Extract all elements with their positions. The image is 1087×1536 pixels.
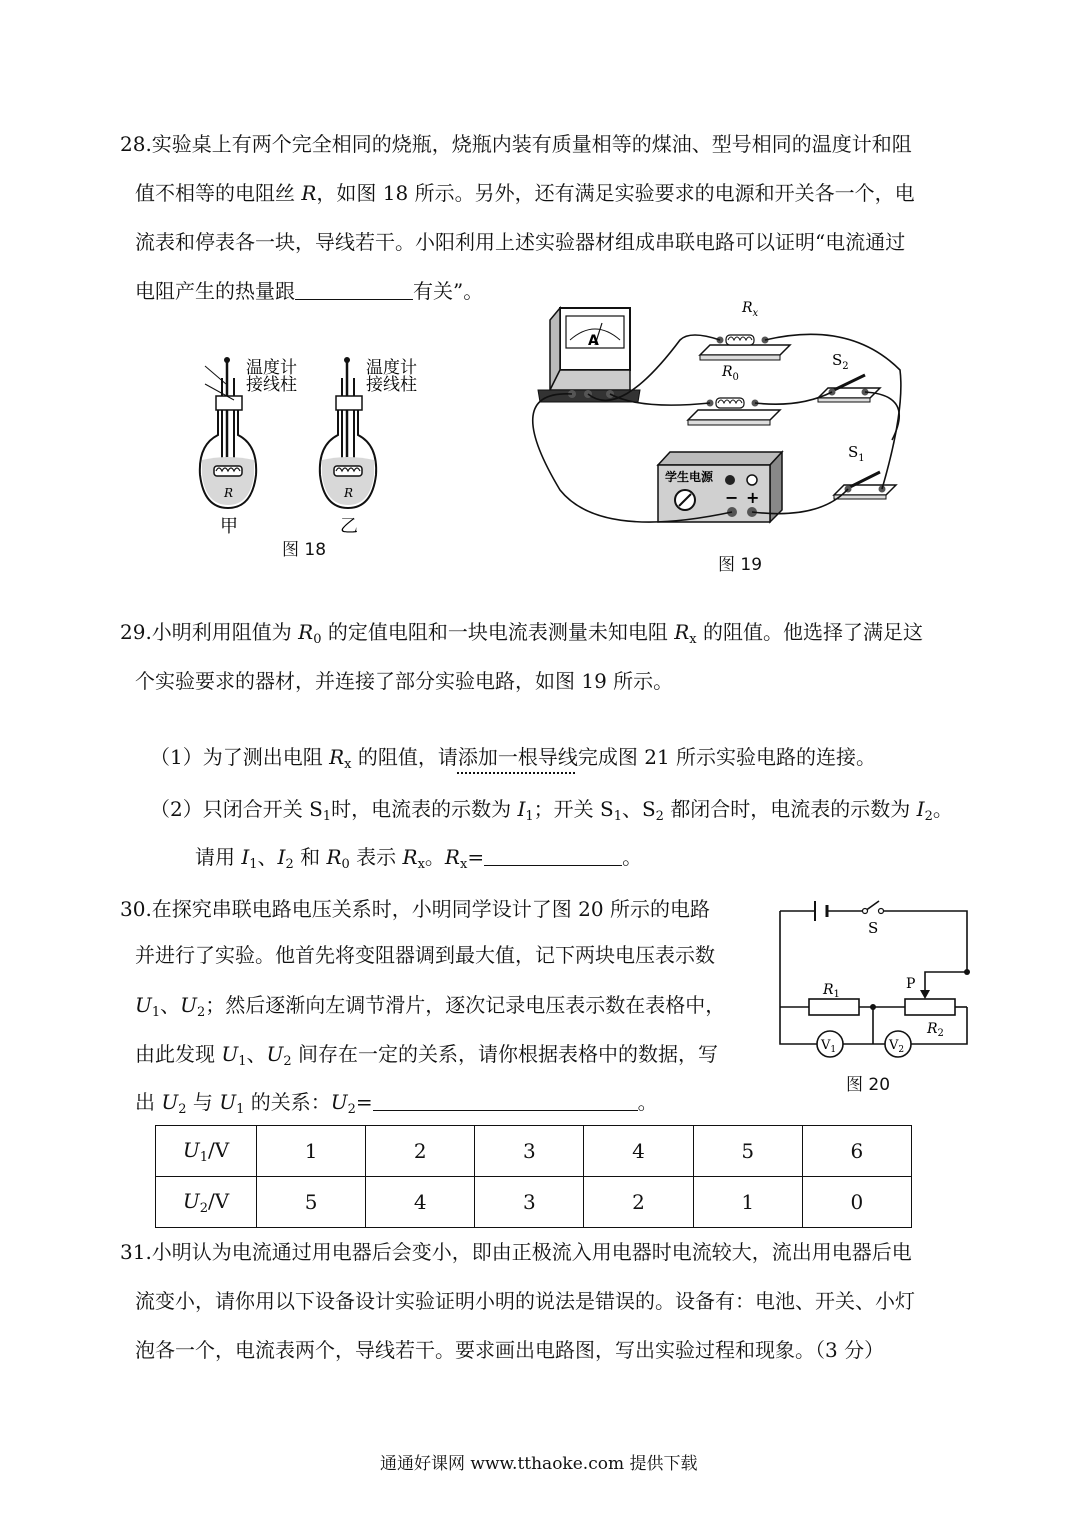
- q31-line-3: 泡各一个，电流表两个，导线若干。要求画出电路图，写出实验过程和现象。（3 分）: [135, 1338, 885, 1362]
- table-row-u2: [156, 1177, 912, 1228]
- q29-part-1: （1）为了测出电阻 $R_x$ 的阻值，请添加一根导线完成图 21 所示实验电路的连接。: [150, 745, 877, 772]
- thermometer-label-b: 温度计: [366, 358, 417, 378]
- switch-s2: [818, 375, 880, 402]
- q28-line-1: 28.实验桌上有两个完全相同的烧瓶，烧瓶内装有质量相等的煤油、型号相同的温度计和阻: [120, 132, 912, 156]
- flask-b-r-label: R: [344, 486, 354, 500]
- figure-19: [520, 290, 920, 540]
- q30-line-3: $U_1$、$U_2$；然后逐渐向左调节滑片，逐次记录电压表示数在表格中，: [135, 993, 726, 1020]
- figure-19-caption: 图 19: [718, 555, 763, 575]
- table-cell: 6: [802, 1126, 911, 1177]
- table-cell: 1: [693, 1177, 802, 1228]
- page-footer: 通通好课网 www.tthaoke.com 提供下载: [380, 1454, 698, 1474]
- slider-arrow-icon: [920, 990, 930, 999]
- terminal-label-b: 接线柱: [366, 375, 417, 395]
- thermometer-label-a: 温度计: [246, 358, 297, 378]
- flask-a-r-label: R: [224, 486, 234, 500]
- figure-20: [775, 895, 975, 1065]
- table-row-u1: [156, 1126, 912, 1177]
- figure-18-caption: 图 18: [282, 540, 327, 560]
- r0-resistor-board: [688, 398, 780, 425]
- flask-a-label: 甲: [220, 516, 238, 537]
- v1-label: $V_1$: [821, 1038, 837, 1055]
- answer-blank[interactable]: [295, 281, 413, 300]
- data-table: [155, 1125, 912, 1228]
- row-label-u2: $U_2/V$: [156, 1177, 257, 1228]
- table-cell: 2: [584, 1177, 693, 1228]
- q30-line-1: 30.在探究串联电路电压关系时，小明同学设计了图 20 所示的电路: [120, 897, 710, 921]
- q28-line-4: 电阻产生的热量跟 有关”。: [135, 279, 484, 303]
- table-cell: 4: [584, 1126, 693, 1177]
- slider-label: P: [906, 976, 916, 992]
- s1-label: $S_1$: [848, 443, 865, 464]
- answer-blank-rx[interactable]: [484, 847, 622, 866]
- row-label-u1: $U_1/V$: [156, 1126, 257, 1177]
- terminal-label-a: 接线柱: [246, 375, 297, 395]
- answer-blank-u2[interactable]: [373, 1092, 638, 1111]
- q29-line-2: 个实验要求的器材，并连接了部分实验电路，如图 19 所示。: [135, 669, 674, 693]
- rx-label: $R_x$: [742, 300, 759, 319]
- ammeter: [538, 308, 640, 402]
- power-supply: [658, 452, 782, 522]
- table-cell: 5: [257, 1177, 366, 1228]
- table-cell: 5: [693, 1126, 802, 1177]
- table-cell: 0: [802, 1177, 911, 1228]
- table-cell: 1: [257, 1126, 366, 1177]
- r0-label: $R_0$: [722, 364, 739, 383]
- plus-terminal: +: [746, 488, 760, 507]
- switch-label: S: [868, 919, 879, 937]
- q31-line-1: 31.小明认为电流通过用电器后会变小，即由正极流入用电器时电流较大，流出用电器后电: [120, 1240, 912, 1264]
- minus-terminal: −: [725, 488, 739, 507]
- table-cell: 4: [366, 1177, 475, 1228]
- r1-label: $R_1$: [823, 982, 840, 1000]
- ammeter-label: A: [588, 333, 599, 349]
- r1-resistor: [809, 999, 859, 1015]
- flask-b-label: 乙: [340, 516, 358, 537]
- q30-line-2: 并进行了实验。他首先将变阻器调到最大值，记下两块电压表示数: [135, 943, 715, 967]
- figure-20-caption: 图 20: [846, 1075, 891, 1095]
- table-cell: 3: [475, 1177, 584, 1228]
- r2-rheostat: [905, 999, 955, 1015]
- q29-part-2: （2）只闭合开关 $S_1$时，电流表的示数为 $I_1$；开关 $S_1$、$S_2$ 都闭合时，电流表的示数为 $I_2$。: [150, 797, 953, 824]
- q31-line-2: 流变小，请你用以下设备设计实验证明小明的说法是错误的。设备有：电池、开关、小灯: [135, 1289, 915, 1313]
- v2-label: $V_2$: [889, 1038, 905, 1055]
- q30-line-4: 由此发现 $U_1$、$U_2$ 间存在一定的关系，请你根据表格中的数据，写: [135, 1042, 718, 1069]
- s2-label: $S_2$: [832, 351, 849, 372]
- q30-line-5: 出 $U_2$ 与 $U_1$ 的关系：$U_2=$ 。: [135, 1090, 658, 1117]
- power-supply-label: 学生电源: [665, 470, 714, 484]
- r2-label: $R_2$: [927, 1021, 944, 1039]
- q29-line-1: 29.小明利用阻值为 $R_0$ 的定值电阻和一块电流表测量未知电阻 $R_x$ 的阻值。他选择了满足这: [120, 620, 923, 647]
- figure-18: [190, 350, 450, 560]
- q28-line-3: 流表和停表各一块，导线若干。小阳利用上述实验器材组成串联电路可以证明“电流通过: [135, 230, 906, 254]
- q28-line-2: 值不相等的电阻丝 R，如图 18 所示。另外，还有满足实验要求的电源和开关各一个，电: [135, 181, 915, 205]
- switch-s1: [834, 472, 896, 499]
- q29-part-2-answer: 请用 $I_1$、$I_2$ 和 $R_0$ 表示 $R_x$。$R_x=$ 。: [195, 845, 643, 872]
- table-cell: 3: [475, 1126, 584, 1177]
- table-cell: 2: [366, 1126, 475, 1177]
